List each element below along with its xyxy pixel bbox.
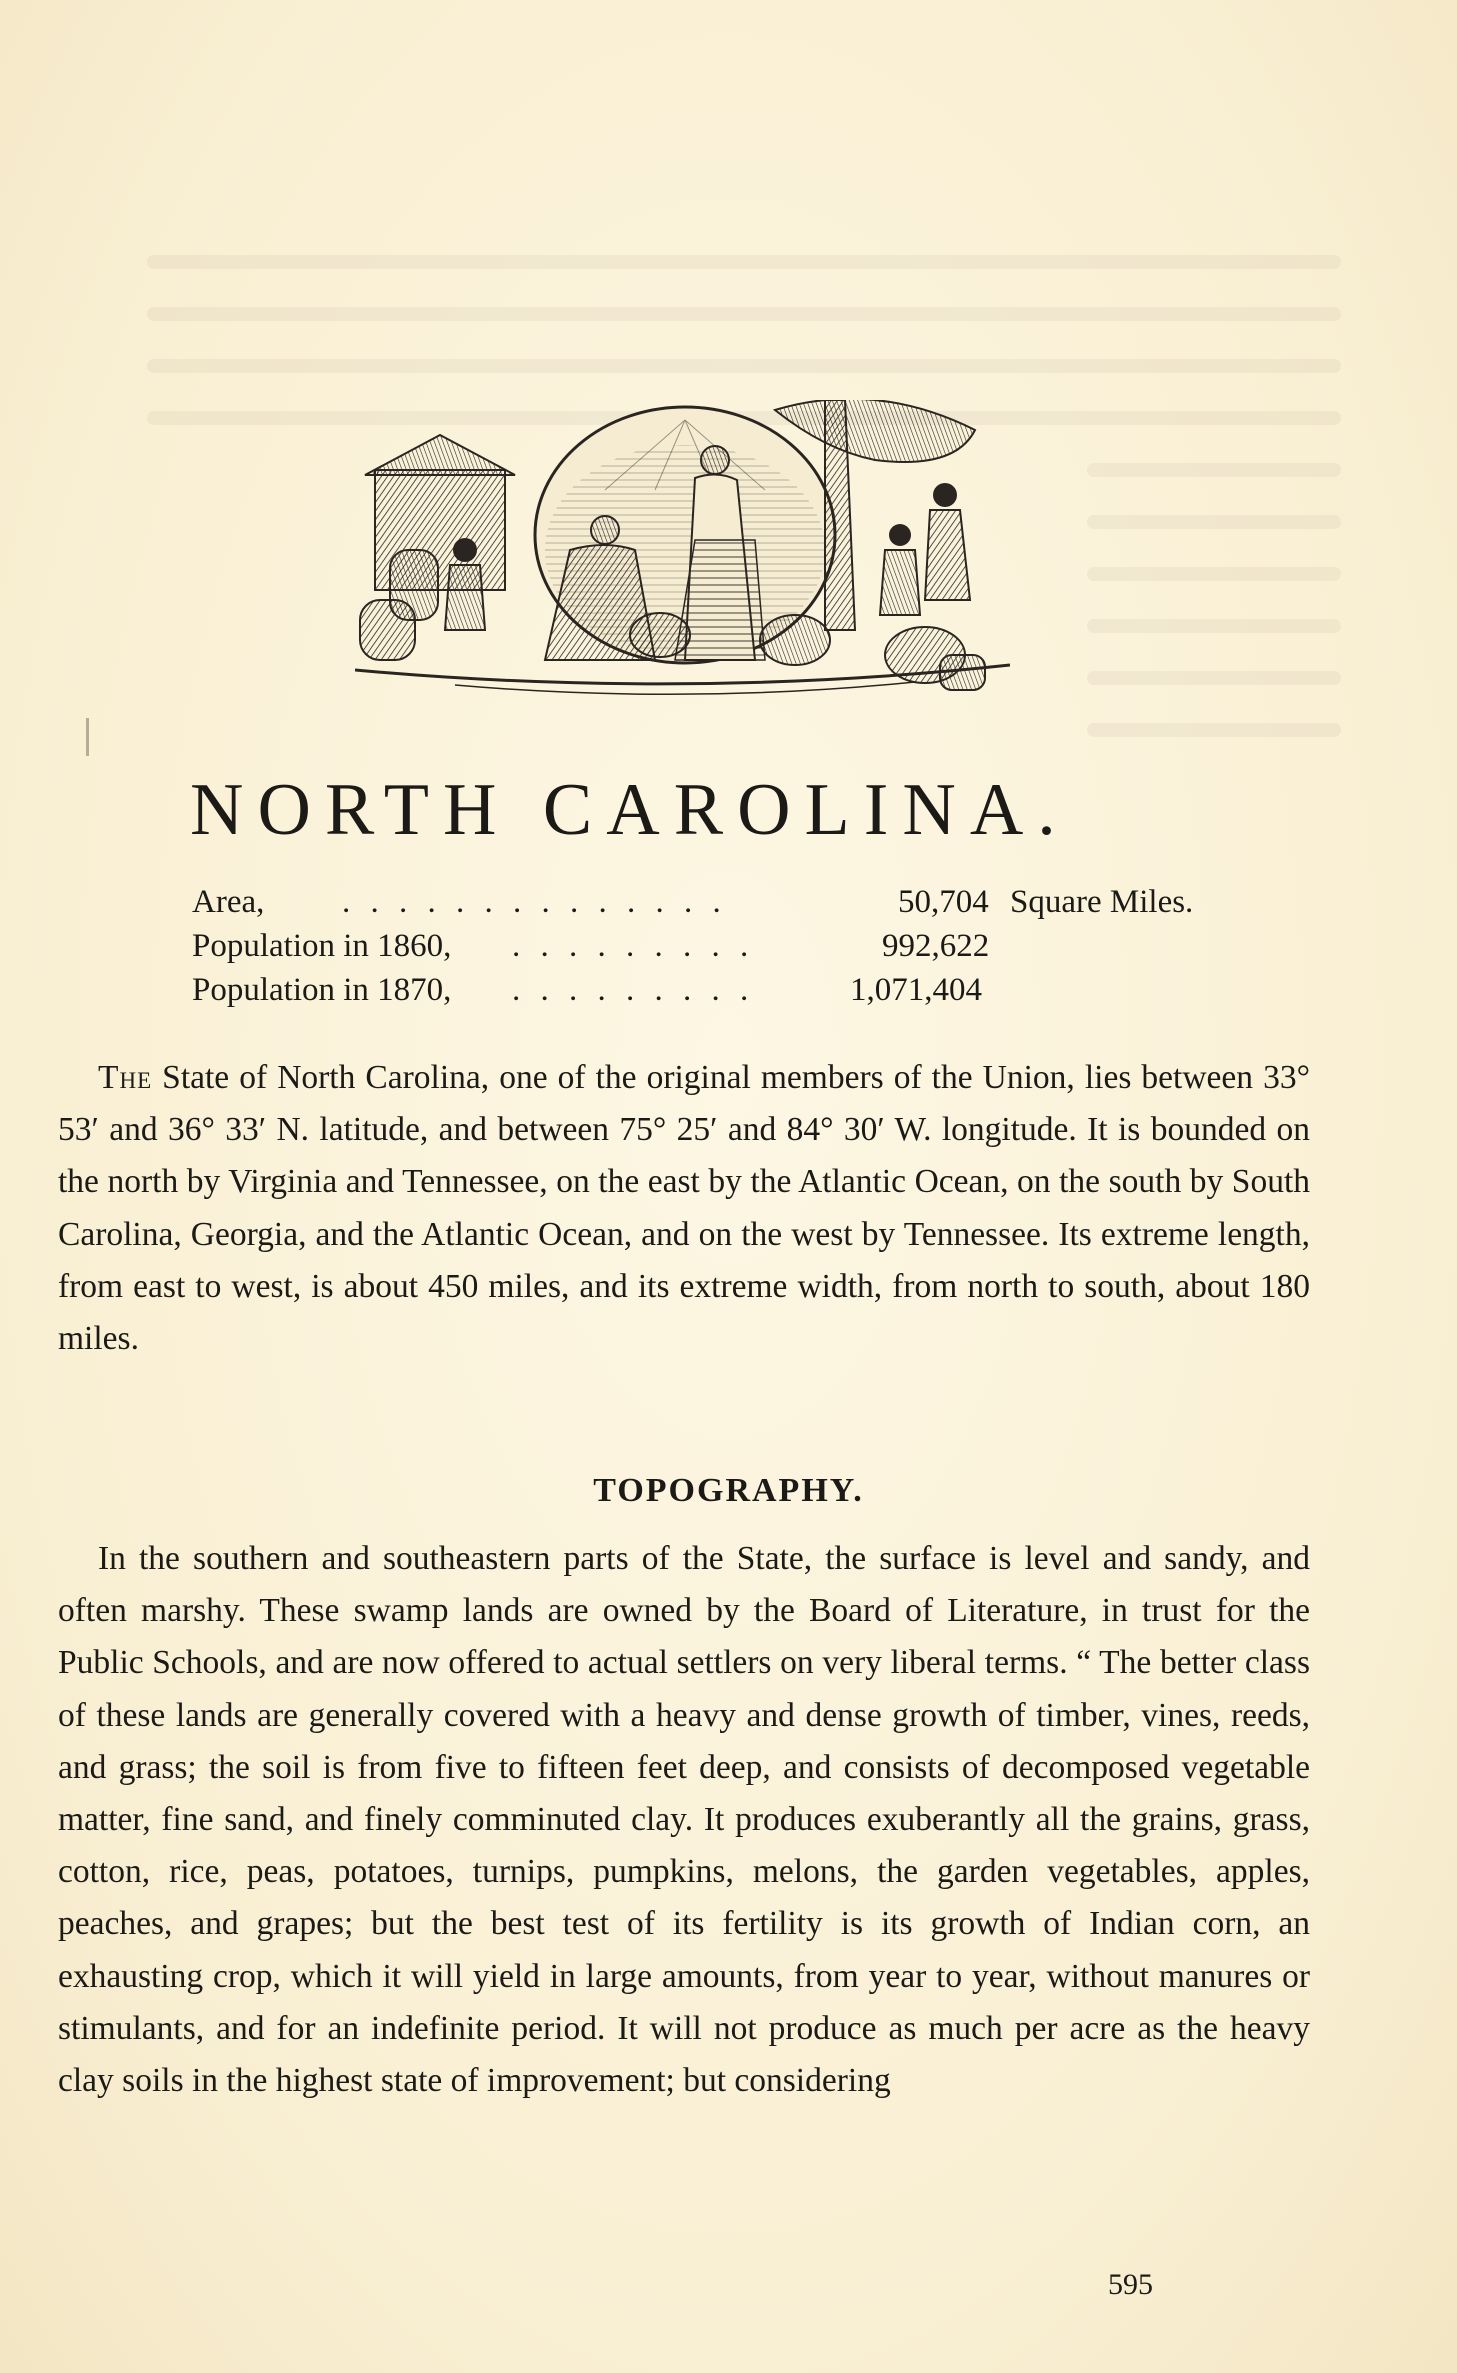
topography-paragraph: In the southern and southeastern parts of the State, the surface is level and sandy, and often marshy. These swamp lands are owned by the Board of Literature, in trust for the Public Schools, and are now offered to actual settlers on very liberal terms. “ The better class of these lands are generally covered with a heavy and dense growth of timber, vines, reeds, and grass; the soil is from five to fifteen feet deep, and consists of decomposed vegetable matter, fine sand, and finely comminuted clay. It produces exuberantly all the grains, grass, cotton, rice, peas, potatoes, turnips, pumpkins, melons, the garden vegetables, apples, peaches, and grapes; but the best test of its fertility is its growth of Indian corn, an exhausting crop, which it will yield in large amounts, from year to year, without manures or stimulants, and for an indefinite period. It will not produce as much per acre as the heavy clay soils in the highest state of improvement; but considering <box>58 1540 1310 2100</box>
section-heading: TOPOGRAPHY. <box>593 1472 864 1509</box>
stat-value: 50,704 <box>898 884 989 920</box>
stat-unit: Square Miles. <box>1010 884 1194 920</box>
leader-dots: . . . . . . . . . . . . . . <box>342 884 727 920</box>
stat-value: 992,622 <box>882 928 990 964</box>
stat-row-population-1870 <box>192 968 1242 1012</box>
paragraph-body: State of North Carolina, one of the original members of the Union, lies between 33° 53′ and 36° 33′ N. latitude, and between 75° 25′ and 84° 30′ W. longitude. It is bounded on the north by Virginia and Tennessee, on the east by the Atlantic Ocean, on the south by South Carolina, Georgia, and the Atlantic Ocean, and on the west by Tennessee. Its extreme length, from east to west, is about 450 miles, and its extreme width, from north to south, about 180 miles. <box>58 1059 1310 1358</box>
leader-dots: . . . . . . . . . <box>512 928 755 964</box>
stat-label: Population in 1870, <box>192 972 452 1008</box>
stat-row-population-1860 <box>192 924 1242 968</box>
page-number: 595 <box>1108 2268 1153 2301</box>
stat-label: Population in 1860, <box>192 928 452 964</box>
page-title: NORTH CAROLINA. <box>190 769 1070 851</box>
intro-paragraph <box>58 1052 1310 1365</box>
stat-value: 1,071,404 <box>850 972 982 1008</box>
leader-dots: . . . . . . . . . <box>512 972 755 1008</box>
stat-row-area <box>192 880 1242 924</box>
engraved-vignette-illustration <box>355 400 1010 705</box>
stat-label: Area, <box>192 884 265 920</box>
margin-mark <box>86 718 89 756</box>
paragraph-lead-word: The <box>98 1059 153 1096</box>
statistics-table <box>192 880 1242 1012</box>
